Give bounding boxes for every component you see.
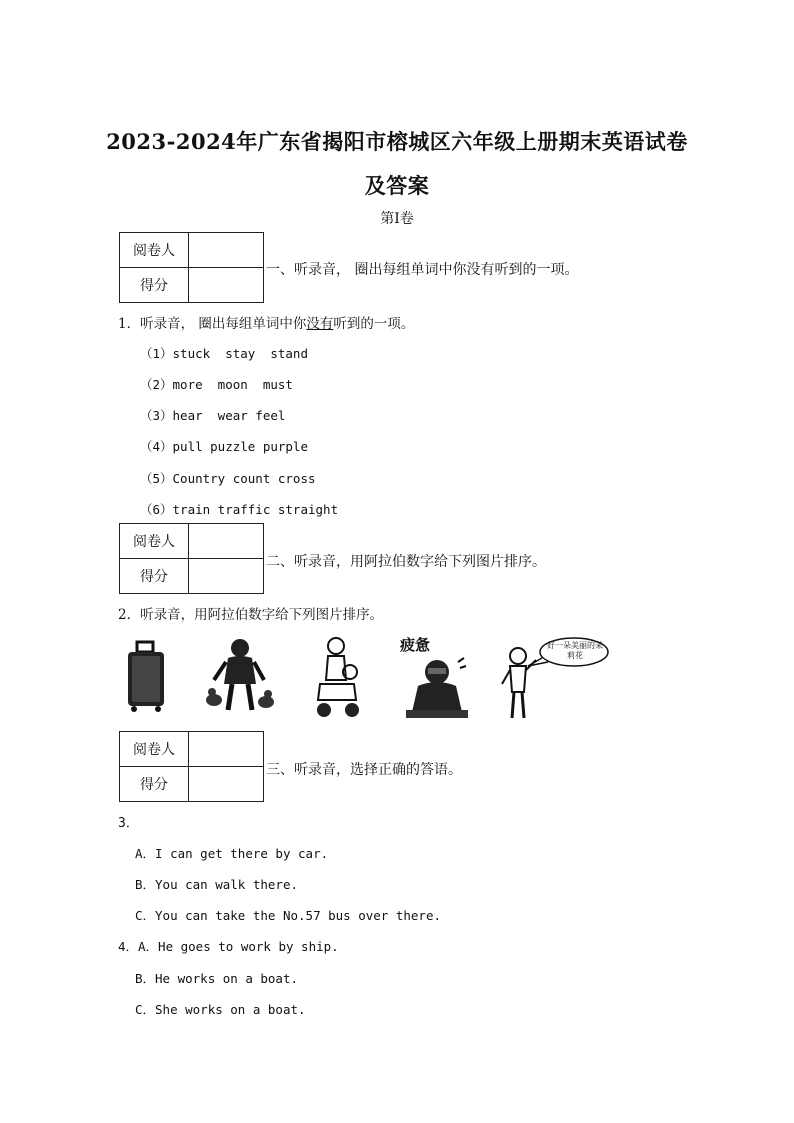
reviewer-label: 阅卷人 [120,233,189,268]
score-blank [189,559,264,594]
q1-item-2: （2）more moon must [140,377,293,392]
tired-caption: 疲惫 [400,636,431,654]
section-2-heading: 二、听录音，用阿拉伯数字给下列图片排序。 [266,554,546,570]
document-title-line1: 2023-2024年广东省揭阳市榕城区六年级上册期末英语试卷 [106,129,688,154]
q3-number: 3． [118,816,139,831]
reviewer-blank [189,524,264,559]
q2-prompt: 2．听录音，用阿拉伯数字给下列图片排序。 [118,607,384,623]
q1-prompt-underlined: 没有 [306,316,334,332]
q4-option-c: C．She works on a boat. [135,1002,306,1017]
speech-bubble-text: 好一朵美丽的茉莉花 [547,641,603,660]
reviewer-blank [189,233,264,268]
q3-option-c: C．You can take the No.57 bus over there. [135,908,441,923]
person-with-birds-icon [202,636,278,716]
scooter-rider-icon [310,636,364,720]
q1-prompt-prefix: 1．听录音， 圈出每组单词中你 [118,316,307,332]
reviewer-blank [189,732,264,767]
score-label: 得分 [120,559,189,594]
score-blank [189,767,264,802]
section-3-heading: 三、听录音，选择正确的答语。 [266,762,462,778]
q4-option-b: B．He works on a boat. [135,971,299,986]
q1-prompt-suffix: 听到的一项。 [333,316,415,332]
q1-item-3: （3）hear wear feel [140,408,286,423]
tired-person-icon [404,656,470,720]
score-box-2 [119,523,264,594]
document-title-line2: 及答案 [364,173,430,198]
score-box-3 [119,731,264,802]
score-box-1 [119,232,264,303]
score-blank [189,268,264,303]
suitcase-icon [124,640,170,714]
section-1-heading: 一、听录音， 圈出每组单词中你没有听到的一项。 [266,262,579,278]
reviewer-label: 阅卷人 [120,524,189,559]
score-label: 得分 [120,767,189,802]
q1-item-6: （6）train traffic straight [140,502,339,517]
q3-option-b: B．You can walk there. [135,877,299,892]
score-label: 得分 [120,268,189,303]
q3-option-a: A．I can get there by car. [135,846,329,861]
q4-option-a: 4．A．He goes to work by ship. [118,939,339,954]
q1-item-5: （5）Country count cross [140,471,316,486]
q1-item-1: （1）stuck stay stand [140,346,308,361]
volume-label: 第Ⅰ卷 [380,211,414,227]
reviewer-label: 阅卷人 [120,732,189,767]
q1-item-4: （4）pull puzzle purple [140,439,308,454]
q1-prompt [118,312,414,332]
